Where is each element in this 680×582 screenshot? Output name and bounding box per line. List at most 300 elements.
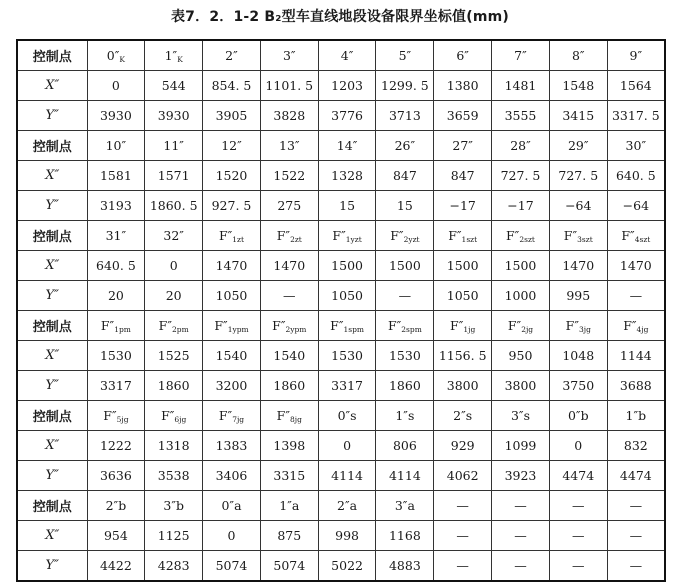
y-value-cell: 4474 [549,461,607,491]
control-point-name: F″ [563,227,578,243]
y-value-cell: 3713 [376,101,434,131]
row-label-x: X″ [17,71,87,101]
row-label-control-point: 控制点 [17,491,87,521]
control-point-cell [260,221,318,251]
control-point-name: F″ [448,227,462,243]
control-point-subscript: 1spm [343,324,365,334]
control-point-name: 10″ [105,138,127,153]
control-point-name: 3″a [394,498,415,513]
y-value-cell: 5074 [260,551,318,582]
control-point-cell [376,491,434,521]
x-value-cell: 1144 [607,341,665,371]
x-value-cell: 1540 [260,341,318,371]
x-value-cell: 544 [145,71,203,101]
control-point-cell [145,491,203,521]
x-value-cell: 1540 [203,341,261,371]
control-point-name: 12″ [221,138,242,153]
control-point-cell [376,131,434,161]
control-point-name: F″ [621,227,635,243]
control-point-cell [492,311,550,341]
control-point-cell [434,40,492,71]
control-point-cell [203,311,261,341]
control-point-subscript: 2pm [172,324,189,334]
control-point-cell [549,401,607,431]
control-point-cell [203,401,261,431]
control-point-cell [318,131,376,161]
control-point-name: F″ [506,227,520,243]
control-point-cell [260,311,318,341]
x-value-cell: 727. 5 [492,161,550,191]
x-value-cell: 640. 5 [87,251,145,281]
control-point-name: 3″s [510,408,530,423]
x-value-cell: 1581 [87,161,145,191]
x-value-cell: — [607,521,665,551]
control-point-cell [376,401,434,431]
y-coordinate-row [17,461,665,491]
row-label-x: X″ [17,521,87,551]
x-value-cell: 1564 [607,71,665,101]
x-value-cell: 1125 [145,521,203,551]
control-point-name: 26″ [394,138,416,153]
control-point-name: — [514,498,527,513]
y-value-cell: 3555 [492,101,550,131]
y-value-cell: 3905 [203,101,261,131]
y-value-cell: 5074 [203,551,261,582]
control-point-name: 27″ [452,138,473,153]
row-label-x: X″ [17,431,87,461]
y-value-cell: 3659 [434,101,492,131]
control-point-subscript: 3jg [578,324,591,334]
x-value-cell: 1318 [145,431,203,461]
y-coordinate-row [17,101,665,131]
x-value-cell: 1299. 5 [376,71,434,101]
x-value-cell: 1168 [376,521,434,551]
x-value-cell: 1383 [203,431,261,461]
control-point-name: F″ [272,317,286,333]
control-point-cell [607,40,665,71]
control-point-cell [549,40,607,71]
x-value-cell: 1530 [376,341,434,371]
x-value-cell: 1500 [318,251,376,281]
control-point-subscript: 2jg [521,324,534,334]
control-point-subscript: 1pm [114,324,131,334]
y-value-cell: 3317. 5 [607,101,665,131]
control-point-cell [492,221,550,251]
y-value-cell: 3406 [203,461,261,491]
x-value-cell: 1222 [87,431,145,461]
x-value-cell: 1380 [434,71,492,101]
control-point-name: 3″ [282,48,296,63]
control-point-row [17,311,665,341]
x-value-cell: 1470 [549,251,607,281]
x-value-cell: 929 [434,431,492,461]
y-value-cell: 3688 [607,371,665,401]
y-value-cell: 3317 [318,371,376,401]
y-value-cell: 4114 [376,461,434,491]
control-point-row [17,221,665,251]
x-value-cell: 847 [376,161,434,191]
control-point-name: 1″s [395,408,415,423]
control-point-row [17,401,665,431]
control-point-name: 2″ [225,48,238,63]
control-point-subscript: 6jg [174,414,187,424]
control-point-subscript: 1szt [461,234,478,244]
x-value-cell: 1470 [607,251,665,281]
table-title: 表7．2．1-2 B₂型车直线地段设备限界坐标值(mm) [170,9,510,25]
control-point-subscript: K [119,54,126,64]
control-point-subscript: 1yzt [345,234,362,244]
y-value-cell: 1050 [203,281,261,311]
y-value-cell: 3200 [203,371,261,401]
x-value-cell: 1500 [492,251,550,281]
control-point-name: F″ [103,407,117,423]
control-point-name: 0″s [337,408,357,423]
control-point-cell [318,311,376,341]
control-point-name: 1″b [625,408,647,423]
y-value-cell: 1860 [376,371,434,401]
control-point-name: 0″ [106,47,120,63]
y-value-cell: 3193 [87,191,145,221]
y-value-cell: 3636 [87,461,145,491]
x-value-cell: 0 [549,431,607,461]
control-point-cell [87,40,145,71]
x-value-cell: 1530 [87,341,145,371]
y-value-cell: — [607,281,665,311]
y-value-cell: 3315 [260,461,318,491]
y-value-cell: 3317 [87,371,145,401]
control-point-cell [607,131,665,161]
control-point-name: 31″ [105,228,127,243]
row-label-y: Y″ [17,191,87,221]
control-point-row [17,40,665,71]
y-value-cell: 20 [145,281,203,311]
y-value-cell: 4114 [318,461,376,491]
control-point-cell [607,401,665,431]
y-value-cell: 3776 [318,101,376,131]
y-value-cell: 3930 [87,101,145,131]
control-point-cell [260,131,318,161]
x-value-cell: 0 [145,251,203,281]
control-point-cell [434,221,492,251]
clearance-coordinates-table [16,39,666,582]
y-value-cell: 995 [549,281,607,311]
y-value-cell: −64 [607,191,665,221]
x-value-cell: 847 [434,161,492,191]
y-value-cell: 20 [87,281,145,311]
y-value-cell: — [607,551,665,582]
control-point-cell [318,491,376,521]
x-value-cell: 1398 [260,431,318,461]
control-point-name: 3″b [163,498,184,513]
y-coordinate-row [17,371,665,401]
control-point-cell [434,491,492,521]
control-point-cell [492,491,550,521]
y-value-cell: 3828 [260,101,318,131]
control-point-subscript: 2spm [401,324,422,334]
control-point-name: 2″b [105,498,127,513]
row-label-x: X″ [17,161,87,191]
control-point-name: F″ [214,317,228,333]
row-label-y: Y″ [17,371,87,401]
y-value-cell: −17 [492,191,550,221]
y-value-cell: 1860. 5 [145,191,203,221]
y-value-cell: 3923 [492,461,550,491]
control-point-cell [260,40,318,71]
control-point-cell [203,40,261,71]
control-point-subscript: 3szt [577,234,593,244]
control-point-name: 28″ [510,138,531,153]
x-value-cell: 998 [318,521,376,551]
control-point-name: 2″s [453,408,473,423]
control-point-cell [87,311,145,341]
control-point-name: F″ [387,317,402,333]
y-value-cell: 4474 [607,461,665,491]
x-value-cell: 806 [376,431,434,461]
control-point-cell [376,40,434,71]
control-point-subscript: 1ypm [227,324,249,334]
control-point-name: F″ [332,227,346,243]
control-point-name: F″ [450,317,464,333]
control-point-cell [145,311,203,341]
x-value-cell: 1500 [434,251,492,281]
x-value-cell: 1470 [203,251,261,281]
row-label-control-point: 控制点 [17,311,87,341]
control-point-name: F″ [507,317,522,333]
control-point-name: 14″ [336,138,358,153]
x-coordinate-row [17,521,665,551]
control-point-name: F″ [218,407,233,423]
control-point-subscript: 2szt [519,234,535,244]
control-point-subscript: 5jg [116,414,129,424]
control-point-cell [145,221,203,251]
x-value-cell: 1101. 5 [260,71,318,101]
control-point-cell [607,311,665,341]
y-value-cell: −17 [434,191,492,221]
control-point-cell [318,401,376,431]
y-value-cell: 3800 [434,371,492,401]
control-point-name: 2″a [337,498,358,513]
control-point-name: F″ [276,227,291,243]
control-point-name: F″ [565,317,579,333]
control-point-name: 32″ [163,228,184,243]
y-value-cell: 3750 [549,371,607,401]
y-value-cell: — [376,281,434,311]
control-point-cell [549,221,607,251]
control-point-name: 4″ [340,48,354,63]
control-point-cell [87,401,145,431]
control-point-cell [318,40,376,71]
control-point-subscript: 7jg [232,414,245,424]
control-point-subscript: 1jg [463,324,476,334]
control-point-cell [492,40,550,71]
x-coordinate-row [17,341,665,371]
x-value-cell: 1481 [492,71,550,101]
control-point-subscript: K [177,54,183,64]
control-point-cell [145,40,203,71]
control-point-subscript: 4jg [636,324,649,334]
x-value-cell: 640. 5 [607,161,665,191]
control-point-name: 11″ [163,138,184,153]
control-point-name: 29″ [567,138,589,153]
y-value-cell: −64 [549,191,607,221]
y-value-cell: 4883 [376,551,434,582]
control-point-cell [203,221,261,251]
x-value-cell: 1525 [145,341,203,371]
x-coordinate-row [17,251,665,281]
control-point-name: 9″ [629,48,643,63]
y-value-cell: 3930 [145,101,203,131]
control-point-name: 1″ [164,47,178,63]
y-value-cell: 1050 [318,281,376,311]
y-value-cell: 927. 5 [203,191,261,221]
y-coordinate-row [17,191,665,221]
control-point-subscript: 1zt [232,234,245,244]
row-label-y: Y″ [17,281,87,311]
x-value-cell: 1571 [145,161,203,191]
control-point-row [17,491,665,521]
control-point-cell [434,311,492,341]
y-value-cell: — [492,551,550,582]
x-value-cell: 0 [203,521,261,551]
x-value-cell: 1203 [318,71,376,101]
x-value-cell: — [434,521,492,551]
y-value-cell: — [434,551,492,582]
control-point-cell [203,491,261,521]
control-point-name: 30″ [625,138,647,153]
y-value-cell: 1860 [145,371,203,401]
control-point-name: 6″ [456,48,469,63]
y-value-cell: — [549,551,607,582]
y-value-cell: 1050 [434,281,492,311]
x-value-cell: 954 [87,521,145,551]
control-point-name: 8″ [571,48,585,63]
x-value-cell: 0 [318,431,376,461]
control-point-name: — [456,498,469,513]
control-point-name: 0″b [567,408,589,423]
y-value-cell: 1000 [492,281,550,311]
y-coordinate-row [17,551,665,582]
x-value-cell: 0 [87,71,145,101]
x-value-cell: 1530 [318,341,376,371]
control-point-name: F″ [218,227,233,243]
x-value-cell: 1520 [203,161,261,191]
control-point-name: 5″ [398,48,412,63]
control-point-subscript: 2ypm [285,324,307,334]
control-point-subscript: 2yzt [403,234,420,244]
control-point-name: 13″ [279,138,300,153]
y-value-cell: 15 [376,191,434,221]
control-point-cell [549,491,607,521]
y-value-cell: 1860 [260,371,318,401]
control-point-name: — [629,498,643,513]
y-value-cell: 4283 [145,551,203,582]
control-point-cell [203,131,261,161]
x-value-cell: 875 [260,521,318,551]
y-value-cell: — [260,281,318,311]
control-point-cell [87,221,145,251]
control-point-cell [549,131,607,161]
control-point-name: F″ [158,317,173,333]
row-label-y: Y″ [17,551,87,582]
control-point-cell [607,221,665,251]
x-value-cell: 727. 5 [549,161,607,191]
x-value-cell: 1522 [260,161,318,191]
control-point-cell [145,401,203,431]
x-value-cell: 1500 [376,251,434,281]
x-value-cell: — [492,521,550,551]
x-value-cell: 950 [492,341,550,371]
x-value-cell: 1548 [549,71,607,101]
control-point-cell [145,131,203,161]
control-point-name: F″ [100,317,115,333]
y-value-cell: 3415 [549,101,607,131]
control-point-cell [260,401,318,431]
x-value-cell: 1470 [260,251,318,281]
x-coordinate-row [17,431,665,461]
control-point-cell [434,401,492,431]
y-value-cell: 4062 [434,461,492,491]
row-label-x: X″ [17,341,87,371]
control-point-subscript: 4szt [634,234,651,244]
control-point-name: F″ [161,407,175,423]
control-point-subscript: 8jg [290,414,302,424]
x-value-cell: 1328 [318,161,376,191]
control-point-name: F″ [330,317,344,333]
control-point-cell [318,221,376,251]
control-point-cell [87,131,145,161]
control-point-cell [607,491,665,521]
control-point-subscript: 2zt [290,234,302,244]
x-coordinate-row [17,71,665,101]
row-label-y: Y″ [17,101,87,131]
table-body [17,40,665,581]
control-point-cell [549,311,607,341]
x-value-cell: 1099 [492,431,550,461]
control-point-cell [376,221,434,251]
control-point-name: 0″a [221,498,242,513]
x-value-cell: — [549,521,607,551]
control-point-cell [260,491,318,521]
control-point-name: 1″a [279,498,300,513]
y-coordinate-row [17,281,665,311]
y-value-cell: 3800 [492,371,550,401]
control-point-row [17,131,665,161]
control-point-name: F″ [390,227,404,243]
y-value-cell: 15 [318,191,376,221]
control-point-cell [87,491,145,521]
y-value-cell: 275 [260,191,318,221]
control-point-name: F″ [623,317,637,333]
row-label-control-point: 控制点 [17,221,87,251]
row-label-x: X″ [17,251,87,281]
y-value-cell: 5022 [318,551,376,582]
control-point-name: 7″ [514,48,527,63]
control-point-cell [492,131,550,161]
row-label-control-point: 控制点 [17,40,87,71]
control-point-cell [376,311,434,341]
x-value-cell: 1048 [549,341,607,371]
control-point-name: — [572,498,585,513]
x-value-cell: 1156. 5 [434,341,492,371]
row-label-control-point: 控制点 [17,401,87,431]
x-coordinate-row [17,161,665,191]
x-value-cell: 854. 5 [203,71,261,101]
x-value-cell: 832 [607,431,665,461]
y-value-cell: 4422 [87,551,145,582]
control-point-cell [434,131,492,161]
control-point-name: F″ [276,407,290,423]
row-label-y: Y″ [17,461,87,491]
